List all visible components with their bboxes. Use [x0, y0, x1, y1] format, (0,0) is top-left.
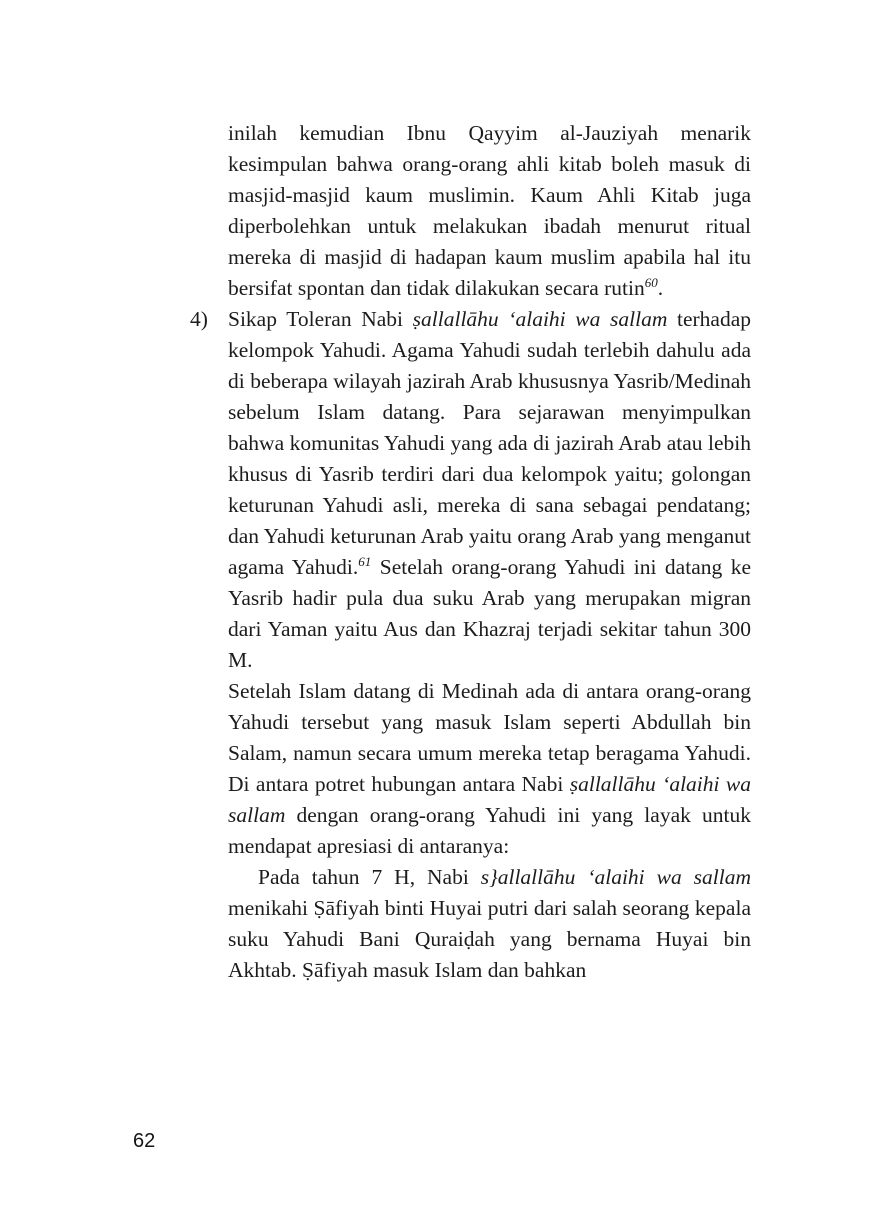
text-run-normal: Setelah Islam datang di Medinah ada di antara orang-orang Yahudi tersebut yang masuk Islam seperti Abdullah bin Salam, namun secara umum mereka tetap beragama Yahudi. Di antara potret hubungan antara Nabi	[228, 679, 751, 796]
text-run-sup: 61	[358, 553, 372, 569]
text-run-normal: Setelah orang-orang Yahudi ini datang ke Yasrib hadir pula dua suku Arab yang merupakan migran dari Yaman yaitu Aus dan Khazraj terjadi sekitar tahun 300 M.	[228, 555, 751, 672]
list-item-4	[190, 304, 751, 676]
paragraph-continuation	[228, 118, 751, 304]
text-run-normal: .	[657, 276, 664, 300]
text-run-italic: s}allallāhu ‘alaihi wa sallam	[480, 865, 751, 889]
paragraph-setelah-islam	[228, 676, 751, 862]
text-run-normal: inilah kemudian Ibnu Qayyim al-Jauziyah menarik kesimpulan bahwa orang-orang ahli kitab boleh masuk di masjid-masjid kaum muslimin. Kaum Ahli Kitab juga diperbolehkan untuk melakukan ibadah menurut ritual mereka di masjid di hadapan kaum muslim apabila hal itu bersifat spontan dan tidak dilakukan secara rutin	[228, 121, 751, 300]
page-body-text	[190, 118, 751, 986]
text-run-sup: 60	[644, 274, 658, 290]
paragraph-pada-tahun-7h	[228, 862, 751, 986]
text-run-italic: ṣallallāhu ‘alaihi wa sallam	[228, 772, 751, 827]
text-run-normal: Pada tahun 7 H, Nabi	[258, 865, 481, 889]
list-item-marker: 4)	[190, 307, 208, 331]
text-run-italic: ṣallallāhu ‘alaihi wa sallam	[412, 307, 668, 331]
text-run-normal: menikahi Ṣāfiyah binti Huyai putri dari salah seorang kepala suku Yahudi Bani Quraiḍah yang bernama Huyai bin Akhtab. Ṣāfiyah masuk Islam dan bahkan	[228, 896, 751, 982]
text-run-normal: Sikap Toleran Nabi	[228, 307, 413, 331]
page-number: 62	[133, 1130, 156, 1152]
text-run-normal: terhadap kelompok Yahudi. Agama Yahudi sudah terlebih dahulu ada di beberapa wilayah jazirah Arab khususnya Yasrib/Medinah sebelum Islam datang. Para sejarawan menyimpulkan bahwa komunitas Yahudi yang ada di jazirah Arab atau lebih khusus di Yasrib terdiri dari dua kelompok yaitu; golongan keturunan Yahudi asli, mereka di sana sebagai pendatang; dan Yahudi keturunan Arab yaitu orang Arab yang menganut agama Yahudi.	[228, 307, 751, 579]
text-run-normal: dengan orang-orang Yahudi ini yang layak untuk mendapat apresiasi di antaranya:	[228, 803, 751, 858]
